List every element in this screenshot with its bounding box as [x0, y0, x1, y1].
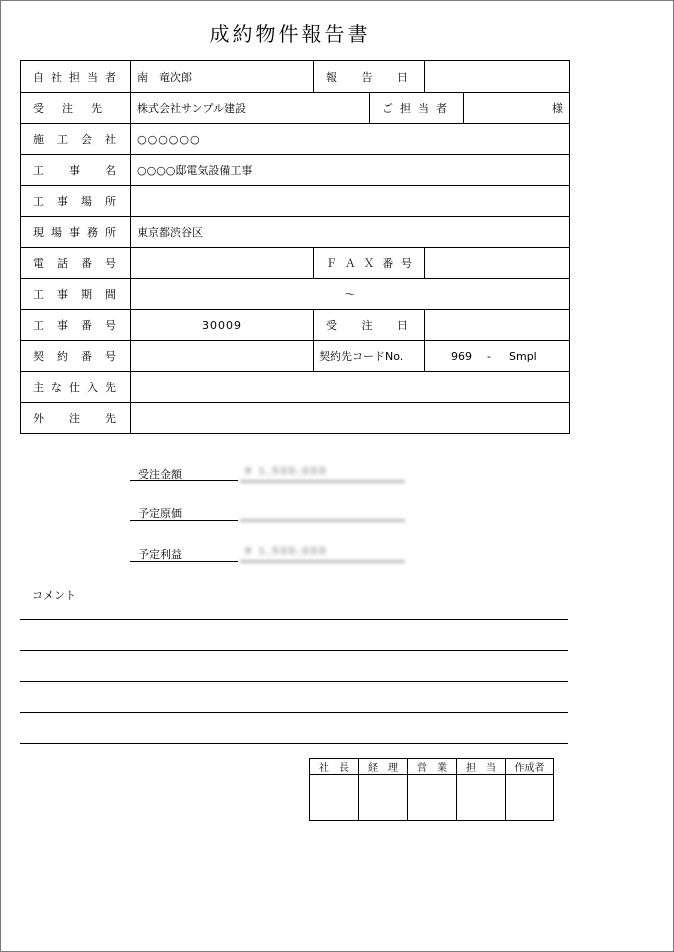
- planned-profit-line: [130, 561, 238, 562]
- value-jimusho[interactable]: 東京都渋谷区: [131, 217, 570, 247]
- info-table: [20, 60, 570, 434]
- label-char: 社: [105, 133, 116, 146]
- value-gotantousha[interactable]: 様: [464, 93, 570, 123]
- label-char: 工: [33, 195, 44, 208]
- label-hokokubi: [314, 61, 425, 92]
- value-hokokubi[interactable]: [425, 61, 570, 92]
- label-char: 報: [326, 70, 337, 84]
- label-juchubi: [314, 310, 425, 340]
- label-char: Ｘ: [363, 257, 375, 270]
- code-suffix: Smpl: [509, 349, 537, 363]
- value-koujimei[interactable]: ○○○○邸電気設備工事: [131, 155, 570, 185]
- label-char: 場: [51, 226, 62, 239]
- label-char: 日: [397, 70, 408, 84]
- label-char: 自: [33, 70, 44, 84]
- label-char: 先: [91, 102, 102, 115]
- stamp-head-author: 作成者: [506, 759, 553, 775]
- code-dash: -: [487, 349, 491, 363]
- label-char: 番: [81, 257, 92, 270]
- label-char: 者: [436, 102, 447, 115]
- comment-line-2[interactable]: [20, 650, 568, 651]
- label-gaichu: [21, 403, 131, 433]
- comment-line-1[interactable]: [20, 619, 568, 620]
- comment-line-3[interactable]: [20, 681, 568, 682]
- document-title: 成約物件報告書: [209, 22, 371, 46]
- label-char: 外: [33, 412, 44, 425]
- label-kikan: [21, 279, 131, 309]
- value-gaichu[interactable]: [131, 403, 570, 433]
- label-char: 現: [33, 226, 44, 239]
- label-denwa: [21, 248, 131, 278]
- label-char: 入: [87, 381, 98, 394]
- label-char: 番: [382, 257, 394, 270]
- code-number: 969: [451, 349, 472, 363]
- stamp-box-sales[interactable]: [408, 759, 457, 820]
- label-char: 会: [81, 133, 92, 146]
- label-char: 事: [69, 164, 80, 177]
- stamp-box-charge[interactable]: [457, 759, 506, 820]
- planned-cost-underline: [240, 519, 405, 522]
- value-tantousha[interactable]: 南 竜次郎: [131, 61, 314, 92]
- value-juchubi[interactable]: [425, 310, 570, 340]
- comment-line-5[interactable]: [20, 743, 568, 744]
- label-char: 事: [69, 226, 80, 239]
- row-gaichu: [21, 403, 570, 434]
- label-char: 工: [33, 164, 44, 177]
- label-basho: [21, 186, 131, 216]
- label-char: 受: [33, 102, 44, 115]
- order-amount-line: [130, 480, 238, 481]
- label-char: 事: [57, 195, 68, 208]
- approval-stamp-table: [309, 758, 554, 821]
- value-kikan[interactable]: ～: [131, 279, 570, 309]
- row-basho: [21, 186, 570, 217]
- label-char: 施: [33, 133, 44, 146]
- label-char: 所: [105, 226, 116, 239]
- label-char: 主: [33, 381, 44, 394]
- label-shiire: [21, 372, 131, 402]
- planned-profit-value: ¥ 1,500,000: [245, 546, 328, 557]
- label-char: 名: [105, 164, 116, 177]
- label-char: Ａ: [344, 257, 356, 270]
- label-char: 場: [81, 195, 92, 208]
- label-seko: [21, 124, 131, 154]
- order-amount-value: ¥ 1,500,000: [245, 466, 328, 477]
- label-bangou: [21, 310, 131, 340]
- label-char: 告: [361, 70, 373, 84]
- label-char: 工: [57, 133, 68, 146]
- label-char: 号: [105, 350, 116, 363]
- label-char: 注: [62, 102, 73, 115]
- stamp-box-author[interactable]: [506, 759, 553, 820]
- order-amount-underline: [240, 480, 405, 483]
- order-amount-label: 受注金額: [138, 468, 182, 481]
- label-juchusaki: [21, 93, 131, 123]
- stamp-head-sales: 営 業: [408, 759, 456, 775]
- label-char: Ｆ: [326, 257, 337, 270]
- label-char: 者: [105, 70, 116, 84]
- planned-cost-line: [130, 520, 238, 521]
- label-keiyaku: [21, 341, 131, 371]
- value-fax[interactable]: [425, 248, 570, 278]
- label-char: 間: [105, 288, 116, 301]
- stamp-head-accounting: 経 理: [359, 759, 407, 775]
- label-char: 務: [87, 226, 98, 239]
- row-keiyaku: [21, 341, 570, 372]
- label-char: 所: [105, 195, 116, 208]
- label-char: 電: [33, 257, 44, 270]
- comment-line-4[interactable]: [20, 712, 568, 713]
- label-char: 契: [33, 350, 44, 363]
- row-bangou: [21, 310, 570, 341]
- label-char: 約: [57, 350, 68, 363]
- label-tantousha: [21, 61, 131, 92]
- label-char: 注: [361, 319, 373, 332]
- value-basho[interactable]: [131, 186, 570, 216]
- stamp-box-president[interactable]: [310, 759, 359, 820]
- row-juchusaki: [21, 93, 570, 124]
- planned-profit-label: 予定利益: [138, 548, 182, 561]
- comment-label: コメント: [32, 589, 76, 602]
- label-char: 受: [326, 319, 337, 332]
- label-jimusho: [21, 217, 131, 247]
- label-char: 工: [33, 288, 44, 301]
- value-seko[interactable]: ○○○○○○: [131, 124, 570, 154]
- label-char: 期: [81, 288, 92, 301]
- value-keiyakusaki-code[interactable]: [425, 341, 570, 371]
- label-char: 事: [57, 319, 68, 332]
- label-char: 担: [69, 70, 80, 84]
- stamp-head-president: 社 長: [310, 759, 358, 775]
- label-char: 当: [87, 70, 98, 84]
- label-char: 号: [401, 257, 412, 270]
- label-char: 番: [81, 350, 92, 363]
- value-bangou[interactable]: 30009: [131, 310, 314, 340]
- row-koujimei: [21, 155, 570, 186]
- label-gotantousha: [370, 93, 464, 123]
- value-shiire[interactable]: [131, 372, 570, 402]
- value-keiyaku[interactable]: [131, 341, 314, 371]
- label-char: 先: [105, 381, 116, 394]
- label-char: 日: [397, 319, 408, 332]
- label-char: 担: [400, 102, 411, 115]
- label-char: 話: [57, 257, 68, 270]
- label-char: 番: [81, 319, 92, 332]
- value-juchusaki[interactable]: 株式会社サンプル建設: [131, 93, 370, 123]
- row-kikan: [21, 279, 570, 310]
- label-fax: [314, 248, 425, 278]
- label-char: 先: [105, 412, 116, 425]
- label-char: 当: [418, 102, 429, 115]
- label-char: 号: [105, 257, 116, 270]
- label-char: 注: [69, 412, 80, 425]
- label-char: 仕: [69, 381, 80, 394]
- label-keiyakusaki-code: 契約先コードNo.: [314, 341, 425, 371]
- planned-profit-underline: [240, 560, 405, 563]
- label-char: 号: [105, 319, 116, 332]
- planned-cost-label: 予定原価: [138, 507, 182, 520]
- label-char: 工: [33, 319, 44, 332]
- label-char: 社: [51, 70, 62, 84]
- label-koujimei: [21, 155, 131, 185]
- row-jimusho: [21, 217, 570, 248]
- row-seko: [21, 124, 570, 155]
- value-denwa[interactable]: [131, 248, 314, 278]
- stamp-box-accounting[interactable]: [359, 759, 408, 820]
- row-shiire: [21, 372, 570, 403]
- stamp-head-charge: 担 当: [457, 759, 505, 775]
- label-char: ご: [382, 102, 393, 115]
- label-char: な: [51, 381, 62, 394]
- row-tantousha: [21, 61, 570, 93]
- label-char: 事: [57, 288, 68, 301]
- row-denwa: [21, 248, 570, 279]
